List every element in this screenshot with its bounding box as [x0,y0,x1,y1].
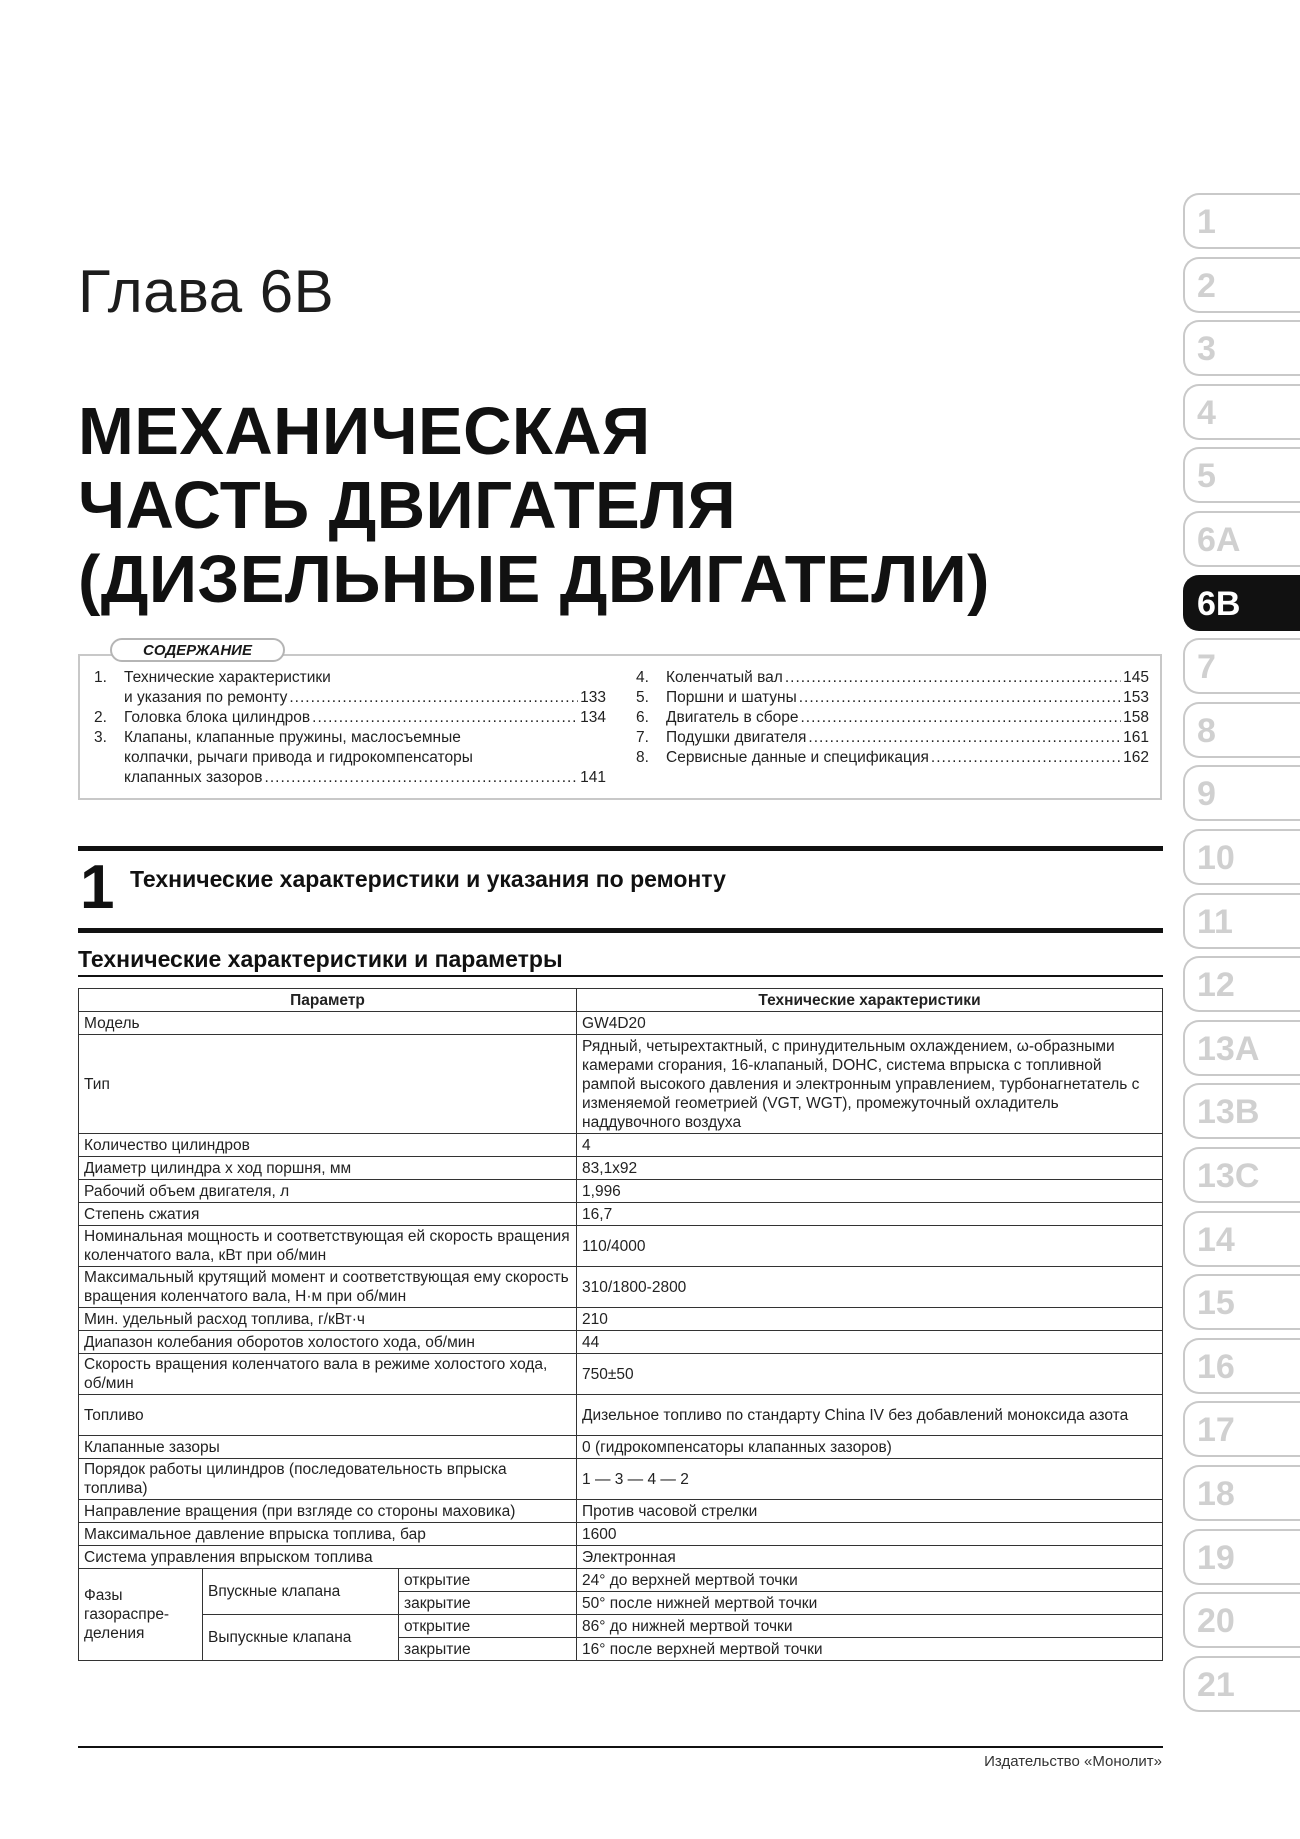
chapter-tab-label: 7 [1197,648,1216,687]
value-cell: 86° до нижней мертвой точки [577,1615,1163,1638]
value-cell: 16° после верхней мертвой точки [577,1638,1163,1661]
phase-label: закрытие [399,1638,577,1661]
chapter-tab-13С[interactable] [1183,1147,1300,1203]
chapter-tab-18[interactable] [1183,1465,1300,1521]
chapter-tab-label: 11 [1197,902,1233,941]
table-row [79,1035,1163,1134]
footer-rule [78,1746,1163,1748]
toc-item-number: 7. [636,729,649,746]
param-cell: Максимальное давление впрыска топлива, бар [79,1523,577,1546]
param-cell: Топливо [79,1395,577,1436]
toc-item-4[interactable] [636,668,1149,688]
toc-leader [785,668,1121,688]
chapter-tab-label: 5 [1197,457,1216,496]
toc-leader [312,708,578,728]
value-cell: 1600 [577,1523,1163,1546]
table-row [79,1436,1163,1459]
toc-item-text: Двигатель в сборе [666,709,799,726]
table-row [79,1134,1163,1157]
param-cell: Степень сжатия [79,1203,577,1226]
toc-item-text: колпачки, рычаги привода и гидрокомпенсаторы [124,749,473,766]
toc-item-number: 5. [636,689,649,706]
param-cell: Диапазон колебания оборотов холостого хода, об/мин [79,1331,577,1354]
section-rule-top [78,846,1163,851]
table-row [79,1226,1163,1267]
chapter-tab-13А[interactable] [1183,1020,1300,1076]
intake-valves-label: Впускные клапана [203,1569,399,1615]
chapter-tab-15[interactable] [1183,1274,1300,1330]
toc-left-column [94,668,606,788]
chapter-tab-19[interactable] [1183,1529,1300,1585]
toc-item-number: 4. [636,669,649,686]
toc-item-text: и указания по ремонту [124,689,288,706]
chapter-tab-label: 2 [1197,266,1216,305]
chapter-tab-1[interactable] [1183,193,1300,249]
table-row [79,1523,1163,1546]
chapter-tab-4[interactable] [1183,384,1300,440]
table-row [79,1459,1163,1500]
chapter-tab-7[interactable] [1183,638,1300,694]
subsection-title: Технические характеристики и параметры [78,946,563,972]
chapter-tab-label: 1 [1197,203,1216,241]
chapter-tab-label: 6А [1197,521,1241,559]
toc-leader [265,768,579,788]
chapter-tab-label: 10 [1197,839,1235,877]
toc-item-number: 1. [94,669,107,686]
toc-leader [799,688,1121,708]
chapter-tab-label: 15 [1197,1284,1235,1323]
chapter-tab-16[interactable] [1183,1338,1300,1394]
chapter-tab-21[interactable] [1183,1656,1300,1712]
phase-label: открытие [399,1615,577,1638]
chapter-tab-11[interactable] [1183,893,1300,949]
chapter-tab-label: 4 [1197,393,1216,432]
chapter-title [78,395,1058,617]
toc-item-number: 2. [94,709,107,726]
value-cell: Дизельное топливо по стандарту China IV без добавлений моноксида азота [577,1395,1163,1436]
toc-page-number: 133 [580,689,606,706]
toc-item-text: Поршни и шатуны [666,689,797,706]
toc-item-7[interactable] [636,728,1149,748]
param-cell: Номинальная мощность и соответствующая ей скорость вращения коленчатого вала, кВт при об/мин [79,1226,577,1267]
chapter-tab-label: 18 [1197,1475,1235,1513]
phase-label: открытие [399,1569,577,1592]
chapter-tab-label: 17 [1197,1411,1235,1450]
section-number: 1 [80,853,115,922]
param-cell: Рабочий объем двигателя, л [79,1180,577,1203]
table-row [79,1500,1163,1523]
toc-item-number: 6. [636,709,649,726]
toc-page-number: 145 [1123,669,1149,686]
toc-page-number: 161 [1123,729,1149,746]
param-cell: Скорость вращения коленчатого вала в режиме холостого хода, об/мин [79,1354,577,1395]
value-cell: 210 [577,1308,1163,1331]
table-row [79,1331,1163,1354]
toc-leader [808,728,1121,748]
param-cell: Система управления впрыском топлива [79,1546,577,1569]
chapter-tab-8[interactable] [1183,702,1300,758]
value-cell: Против часовой стрелки [577,1500,1163,1523]
publisher-credit: Издательство «Монолит» [984,1753,1162,1770]
table-row [79,1615,1163,1638]
toc-item-text: Подушки двигателя [666,729,807,746]
value-cell: 24° до верхней мертвой точки [577,1569,1163,1592]
chapter-tab-label: 14 [1197,1220,1235,1259]
column-header: Технические характеристики [577,989,1163,1012]
chapter-tab-label: 20 [1197,1602,1235,1641]
chapter-tab-2[interactable] [1183,257,1300,313]
toc-item-text: Сервисные данные и спецификация [666,749,929,766]
exhaust-valves-label: Выпускные клапана [203,1615,399,1661]
table-header-row [79,989,1163,1012]
chapter-tab-label: 19 [1197,1538,1235,1577]
toc-right-column [636,668,1149,768]
toc-page-number: 134 [580,709,606,726]
value-cell: 1 — 3 — 4 — 2 [577,1459,1163,1500]
chapter-tab-label: 13В [1197,1093,1260,1132]
table-row [79,1267,1163,1308]
chapter-tab-label: 12 [1197,966,1235,1005]
chapter-tab-14[interactable] [1183,1211,1300,1267]
value-cell: 750±50 [577,1354,1163,1395]
chapter-tab-label: 13С [1197,1157,1260,1195]
table-row [79,1180,1163,1203]
table-row [79,1157,1163,1180]
toc-page-number: 158 [1123,709,1149,726]
toc-item-1[interactable] [94,668,606,708]
toc-item-3[interactable] [94,728,606,788]
value-cell: Рядный, четырехтактный, с принудительным охлаждением, ω-образными камерами сгорания, 16-клапаный, DOHC, система впрыска с топливной рампой высокого давления и электронным управлением, турбонагнетатель с изменяемой геометрией (VGT, WGT), промежуточный охладитель наддувочного воздуха [577,1035,1163,1134]
table-row [79,1308,1163,1331]
toc-item-text: Технические характеристики [124,669,331,686]
spec-table [78,988,1163,1661]
section-title: Технические характеристики и указания по ремонту [130,866,726,892]
param-cell: Максимальный крутящий момент и соответствующая ему скорость вращения коленчатого вала, Н·м при об/мин [79,1267,577,1308]
chapter-tab-6А[interactable] [1183,511,1300,567]
toc-item-2[interactable] [94,708,606,728]
param-cell: Направление вращения (при взгляде со стороны маховика) [79,1500,577,1523]
value-cell: Электронная [577,1546,1163,1569]
param-cell: Порядок работы цилиндров (последовательность впрыска топлива) [79,1459,577,1500]
chapter-tab-20[interactable] [1183,1592,1300,1648]
chapter-tab-13В[interactable] [1183,1083,1300,1139]
chapter-tab-label: 6В [1197,584,1241,623]
toc-item-5[interactable] [636,688,1149,708]
value-cell: 50° после нижней мертвой точки [577,1592,1163,1615]
toc-item-text: клапанных зазоров [124,769,263,786]
table-row [79,1395,1163,1436]
chapter-tab-5[interactable] [1183,447,1300,503]
phase-label: закрытие [399,1592,577,1615]
toc-item-text: Коленчатый вал [666,669,783,686]
toc-item-6[interactable] [636,708,1149,728]
toc-page-number: 153 [1123,689,1149,706]
value-cell: 83,1x92 [577,1157,1163,1180]
value-cell: GW4D20 [577,1012,1163,1035]
section-rule-bottom [78,928,1163,933]
param-cell: Мин. удельный расход топлива, г/кВт·ч [79,1308,577,1331]
value-cell: 0 (гидрокомпенсаторы клапанных зазоров) [577,1436,1163,1459]
value-cell: 310/1800-2800 [577,1267,1163,1308]
chapter-label: Глава 6В [78,258,335,325]
chapter-tab-label: 16 [1197,1347,1235,1386]
subsection-rule [78,975,1163,977]
toc-item-text: Клапаны, клапанные пружины, маслосъемные [124,729,461,746]
toc-leader [800,708,1121,728]
param-cell: Тип [79,1035,577,1134]
param-cell: Модель [79,1012,577,1035]
table-row [79,1203,1163,1226]
toc-leader [289,688,578,708]
chapter-tab-label: 13А [1197,1029,1260,1068]
chapter-tab-label: 3 [1197,330,1216,369]
param-cell: Клапанные зазоры [79,1436,577,1459]
title-line: МЕХАНИЧЕСКАЯ [78,394,651,469]
toc-item-8[interactable] [636,748,1149,768]
toc-item-number: 3. [94,729,107,746]
chapter-tab-6В[interactable] [1183,575,1300,631]
table-row [79,1354,1163,1395]
title-line: ЧАСТЬ ДВИГАТЕЛЯ [78,468,737,543]
value-cell: 4 [577,1134,1163,1157]
chapter-tab-3[interactable] [1183,320,1300,376]
toc-page-number: 162 [1123,749,1149,766]
param-cell: Диаметр цилиндра x ход поршня, мм [79,1157,577,1180]
toc-item-text: Головка блока цилиндров [124,709,311,726]
table-row [79,1546,1163,1569]
valve-timing-label: Фазы газораспре-деления [79,1569,203,1661]
chapter-tab-label: 9 [1197,775,1216,814]
value-cell: 16,7 [577,1203,1163,1226]
param-cell: Количество цилиндров [79,1134,577,1157]
table-row [79,1012,1163,1035]
chapter-tab-17[interactable] [1183,1401,1300,1457]
column-header: Параметр [79,989,577,1012]
toc-heading: СОДЕРЖАНИЕ [110,638,285,662]
chapter-tab-12[interactable] [1183,956,1300,1012]
value-cell: 44 [577,1331,1163,1354]
chapter-tab-label: 8 [1197,711,1216,750]
chapter-tab-9[interactable] [1183,765,1300,821]
value-cell: 110/4000 [577,1226,1163,1267]
chapter-tab-10[interactable] [1183,829,1300,885]
toc-leader [931,748,1121,768]
value-cell: 1,996 [577,1180,1163,1203]
toc-page-number: 141 [580,769,606,786]
toc-item-number: 8. [636,749,649,766]
chapter-tab-label: 21 [1197,1665,1235,1704]
title-line: (ДИЗЕЛЬНЫЕ ДВИГАТЕЛИ) [78,542,990,617]
table-row [79,1569,1163,1592]
